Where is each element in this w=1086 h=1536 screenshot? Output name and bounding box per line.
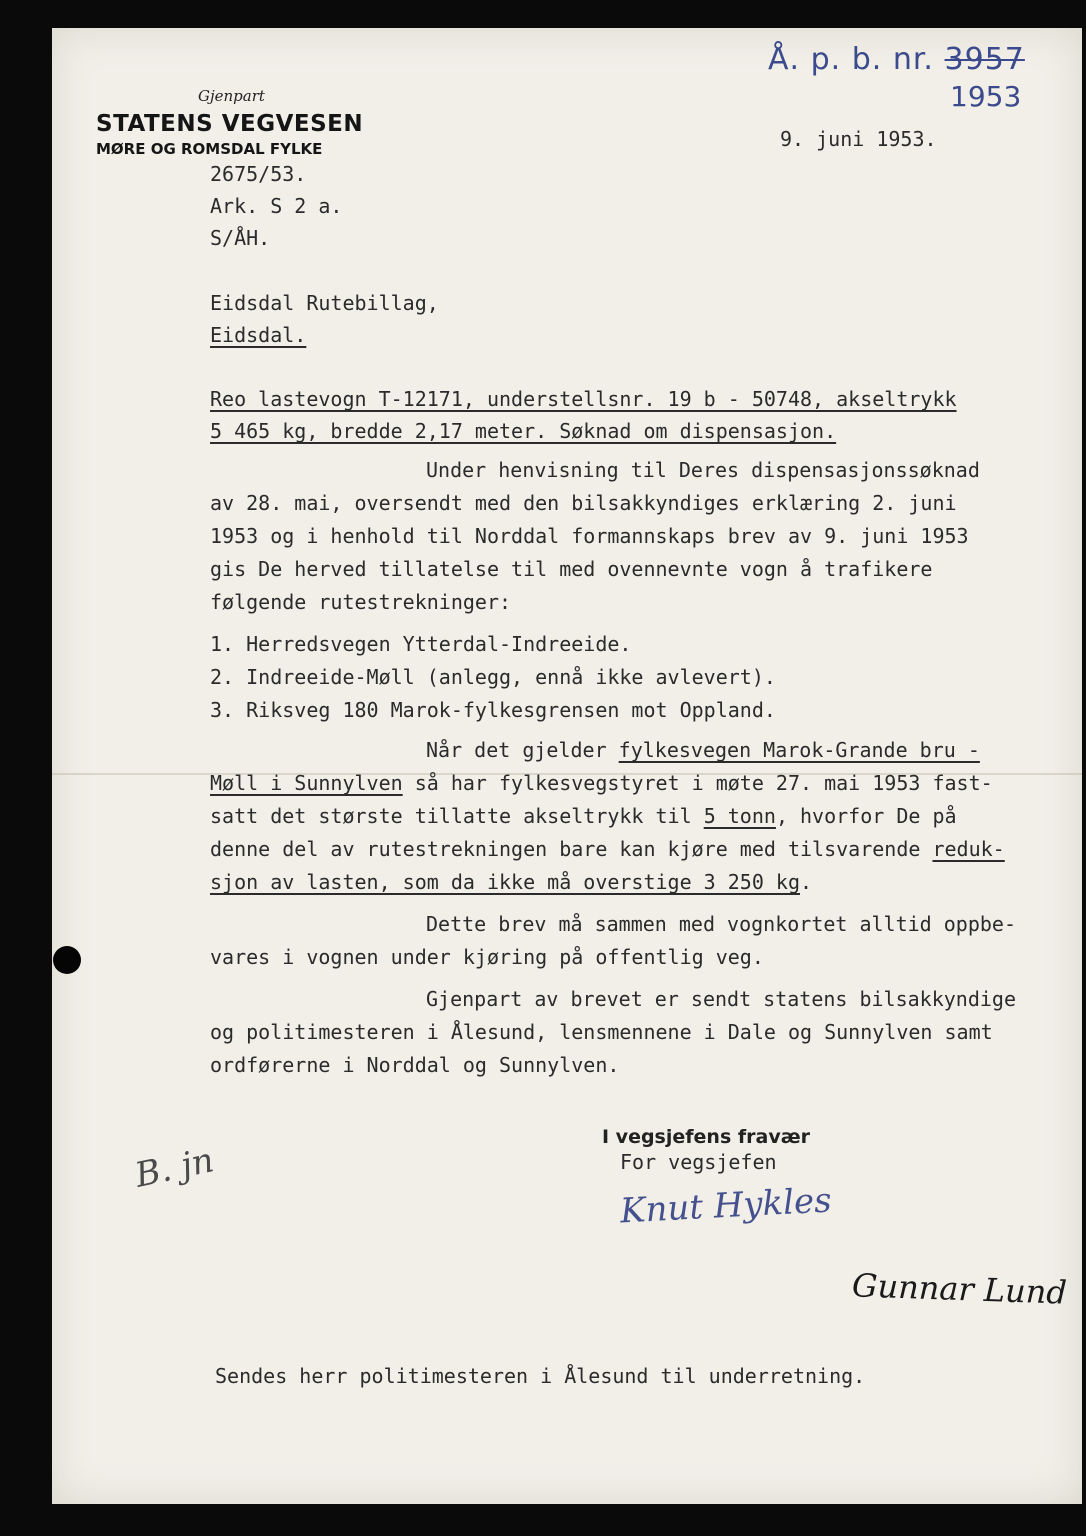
p2-line-5: sjon av lasten, som da ikke må overstige 3 250 kg.: [210, 870, 813, 894]
p1-line: 1953 og i henhold til Norddal formannskaps brev av 9. juni 1953: [210, 524, 969, 548]
region-name: MØRE OG ROMSDAL FYLKE: [96, 140, 323, 158]
recipient-name: Eidsdal Rutebillag,: [210, 291, 439, 315]
p2-line-1: Når det gjelder fylkesvegen Marok-Grande bru -: [426, 738, 980, 762]
p1-line: Under henvisning til Deres dispensasjonssøknad: [426, 458, 980, 482]
recipient-place: Eidsdal.: [210, 323, 307, 347]
stamp-number: 3957: [944, 42, 1025, 77]
agency-name: STATENS VEGVESEN: [96, 111, 364, 137]
p1-line: følgende rutestrekninger:: [210, 590, 512, 614]
stamp-ref: Å. p. b. nr.: [768, 42, 934, 77]
p2-line-4: denne del av rutestrekningen bare kan kjøre med tilsvarende reduk-: [210, 837, 1005, 861]
subject-line-2: 5 465 kg, bredde 2,17 meter. Søknad om dispensasjon.: [210, 419, 837, 443]
p2-line-3: satt det største tillatte akseltrykk til 5 tonn, hvorfor De på: [210, 804, 957, 828]
p1-line: av 28. mai, oversendt med den bilsakkyndiges erklæring 2. juni: [210, 491, 957, 515]
p1-line: gis De herved tillatelse til med ovennevnte vogn å trafikere: [210, 557, 933, 581]
p4-line: Gjenpart av brevet er sendt statens bilsakkyndige: [426, 987, 1017, 1011]
archive-code: Ark. S 2 a.: [210, 194, 343, 218]
p3-line: Dette brev må sammen med vognkortet alltid oppbe-: [426, 912, 1017, 936]
footer-note: Sendes herr politimesteren i Ålesund til underretning.: [215, 1364, 866, 1388]
for-road-chief: For vegsjefen: [620, 1150, 777, 1174]
copy-label: Gjenpart: [198, 87, 265, 105]
p2-line-2: Møll i Sunnylven så har fylkesvegstyret i møte 27. mai 1953 fast-: [210, 771, 993, 795]
archive-stamp: [768, 42, 1025, 77]
stamp-year: 1953: [950, 80, 1022, 113]
subject-line-1: Reo lastevogn T-12171, understellsnr. 19 b - 50748, akseltrykk: [210, 387, 957, 411]
absence-stamp: I vegsjefens fravær: [602, 1126, 810, 1148]
route-item: 3. Riksveg 180 Marok-fylkesgrensen mot Oppland.: [210, 698, 776, 722]
signature-1: Knut Hykles: [619, 1180, 833, 1232]
punch-hole: [53, 946, 81, 974]
letter-date: 9. juni 1953.: [780, 127, 937, 151]
route-item: 1. Herredsvegen Ytterdal-Indreeide.: [210, 632, 632, 656]
margin-note: B. jn: [131, 1140, 218, 1196]
initials: S/ÅH.: [210, 226, 271, 250]
journal-number: 2675/53.: [210, 162, 307, 186]
p4-line: ordførerne i Norddal og Sunnylven.: [210, 1053, 620, 1077]
p3-line: vares i vognen under kjøring på offentlig veg.: [210, 945, 764, 969]
signature-2: Gunnar Lund: [851, 1266, 1068, 1312]
p4-line: og politimesteren i Ålesund, lensmennene i Dale og Sunnylven samt: [210, 1020, 993, 1044]
route-item: 2. Indreeide-Møll (anlegg, ennå ikke avlevert).: [210, 665, 776, 689]
